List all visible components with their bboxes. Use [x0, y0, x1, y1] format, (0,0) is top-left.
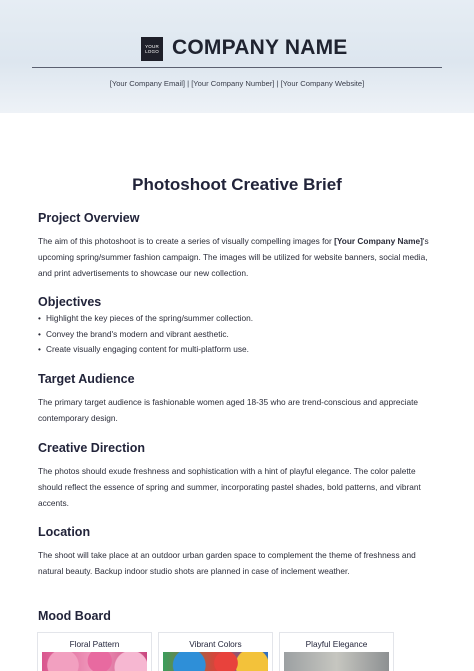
list-item: • Highlight the key pieces of the spring/summer collection.: [38, 313, 254, 323]
location-text: The shoot will take place at an outdoor urban garden space to complement the theme of freshness and natural beauty. Backup indoor studio shots are planned in case of inclement weather.: [38, 550, 416, 576]
mood-card-title: Playful Elegance: [305, 639, 368, 649]
vibrant-colors-image: [163, 652, 268, 671]
heading-creative-direction: Creative Direction: [38, 441, 145, 455]
list-item: • Convey the brand's modern and vibrant aesthetic.: [38, 328, 229, 339]
target-audience-text: The primary target audience is fashionable women aged 18-35 who are trend-conscious and appreciate contemporary design.: [38, 397, 419, 423]
list-item: • Create visually engaging content for multi-platform use.: [38, 344, 249, 354]
page-header: [0, 0, 474, 113]
company-name-placeholder: [Your Company Name]: [334, 236, 423, 246]
floral-pattern-image: [42, 652, 147, 671]
mood-card-title: Vibrant Colors: [189, 639, 242, 649]
document-title: Photoshoot Creative Brief: [132, 175, 342, 194]
playful-elegance-image: [284, 652, 389, 671]
logo-text-line1: YOUR: [145, 44, 159, 49]
creative-direction-text: The photos should exude freshness and sophistication with a hint of playful elegance. The color palette should reflect the essence of spring and summer, incorporating pastel shades, bold patterns, and vibrant accents.: [38, 466, 421, 508]
project-overview-text: The aim of this photoshoot is to create a series of visually compelling images for [Your Company Name]'s upcoming spring/summer fashion campaign. The images will be utilized for website banners, social media, and print advertisements to showcase our new collection.: [38, 236, 429, 278]
company-name: COMPANY NAME: [172, 36, 348, 59]
heading-project-overview: Project Overview: [38, 211, 140, 225]
mood-card-vibrant: [158, 632, 273, 671]
logo-text-line2: LOGO: [145, 49, 159, 54]
heading-location: Location: [38, 525, 91, 539]
mood-board: [37, 632, 394, 671]
heading-objectives: Objectives: [38, 295, 102, 309]
company-logo: [141, 37, 163, 61]
mood-card-playful: [279, 632, 394, 671]
objectives-list: [38, 311, 440, 358]
mood-card-title: Floral Pattern: [69, 639, 120, 649]
header-divider: [32, 67, 442, 68]
heading-target-audience: Target Audience: [38, 372, 135, 386]
mood-card-floral: [37, 632, 152, 671]
contact-info: [Your Company Email] | [Your Company Number] | [Your Company Website]: [109, 79, 365, 88]
heading-mood-board: Mood Board: [38, 609, 111, 623]
